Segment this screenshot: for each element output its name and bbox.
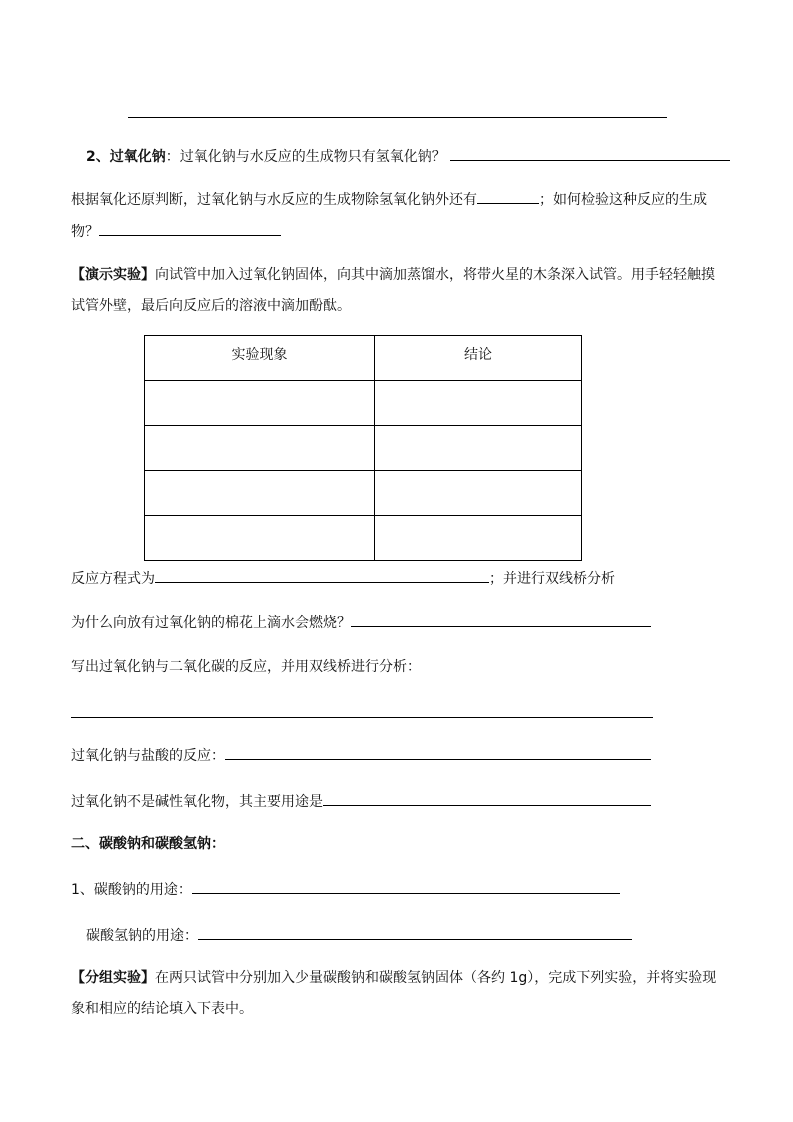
demo-experiment-text-1: 向试管中加入过氧化钠固体，向其中滴加蒸馏水，将带火星的木条深入试管。用手轻轻触摸 (155, 267, 715, 283)
demo-experiment-tag: 【演示实验】 (71, 267, 155, 283)
group-experiment-line-1 (71, 968, 716, 988)
table-row (145, 471, 582, 516)
redox-text-1: 根据氧化还原判断，过氧化钠与水反应的生成物除氢氧化钠外还有 (71, 192, 477, 208)
redox-text-2: ；如何检验这种反应的生成 (539, 192, 707, 208)
nahco3-usage-line (86, 925, 632, 946)
section-2-question-text: ：过氧化钠与水反应的生成物只有氢氧化钠？ (165, 149, 446, 165)
table-cell-phenomenon[interactable] (145, 426, 375, 471)
redox-text-3: 物？ (71, 224, 99, 240)
demo-experiment-line-1 (71, 265, 715, 285)
group-experiment-line-2 (71, 999, 253, 1019)
answer-blank-test-method[interactable] (99, 221, 281, 236)
hcl-question-text: 过氧化钠与盐酸的反应： (71, 748, 225, 764)
answer-blank-usage[interactable] (323, 791, 651, 806)
table-cell-phenomenon[interactable] (145, 471, 375, 516)
section-2-title: 过氧化钠 (109, 149, 166, 165)
hcl-question-line (71, 745, 651, 766)
table-cell-conclusion[interactable] (375, 381, 582, 426)
section-2-number: 2、 (86, 149, 110, 165)
table-row (145, 516, 582, 561)
answer-line-top[interactable] (128, 117, 667, 118)
answer-blank-cotton[interactable] (351, 612, 651, 627)
table-header-row (145, 336, 582, 381)
equation-suffix: ；并进行双线桥分析 (489, 571, 615, 587)
cotton-question-line (71, 612, 651, 633)
co2-question-text: 写出过氧化钠与二氧化碳的反应，并用双线桥进行分析： (71, 659, 421, 675)
table-cell-phenomenon[interactable] (145, 381, 375, 426)
answer-blank-hcl[interactable] (225, 745, 651, 760)
group-experiment-text-2: 象和相应的结论填入下表中。 (71, 1001, 253, 1017)
redox-question-line-2 (71, 221, 281, 242)
section-two-title: 二、碳酸钠和碳酸氢钠： (71, 836, 225, 852)
usage-question-text: 过氧化钠不是碱性氧化物，其主要用途是 (71, 794, 323, 810)
table-cell-conclusion[interactable] (375, 426, 582, 471)
section-2-question (86, 146, 730, 167)
demo-experiment-line-2 (71, 296, 351, 316)
na2co3-usage-line (71, 879, 620, 900)
usage-question-line (71, 791, 651, 812)
answer-blank-na2co3-usage[interactable] (192, 879, 620, 894)
na2co3-usage-text: 1、碳酸钠的用途： (71, 882, 192, 898)
table-cell-conclusion[interactable] (375, 471, 582, 516)
answer-blank-section-2[interactable] (450, 146, 730, 161)
cotton-question-text: 为什么向放有过氧化钠的棉花上滴水会燃烧？ (71, 615, 351, 631)
table-cell-conclusion[interactable] (375, 516, 582, 561)
demo-experiment-text-2: 试管外壁，最后向反应后的溶液中滴加酚酞。 (71, 298, 351, 314)
table-row (145, 426, 582, 471)
answer-line-co2[interactable] (71, 717, 653, 718)
nahco3-usage-text: 碳酸氢钠的用途： (86, 928, 198, 944)
table-header-conclusion: 结论 (375, 336, 582, 381)
equation-label: 反应方程式为 (71, 571, 155, 587)
answer-blank-equation[interactable] (155, 568, 489, 583)
group-experiment-text-1: 在两只试管中分别加入少量碳酸钠和碳酸氢钠固体（各约 1g），完成下列实验，并将实验现 (155, 970, 717, 986)
redox-question-line-1 (71, 189, 707, 210)
experiment-table (144, 335, 582, 561)
table-row (145, 381, 582, 426)
table-header-phenomenon: 实验现象 (145, 336, 375, 381)
answer-blank-nahco3-usage[interactable] (198, 925, 632, 940)
answer-blank-other-product[interactable] (477, 189, 539, 204)
equation-line (71, 568, 615, 589)
co2-question-line (71, 657, 421, 677)
group-experiment-tag: 【分组实验】 (71, 970, 155, 986)
table-cell-phenomenon[interactable] (145, 516, 375, 561)
